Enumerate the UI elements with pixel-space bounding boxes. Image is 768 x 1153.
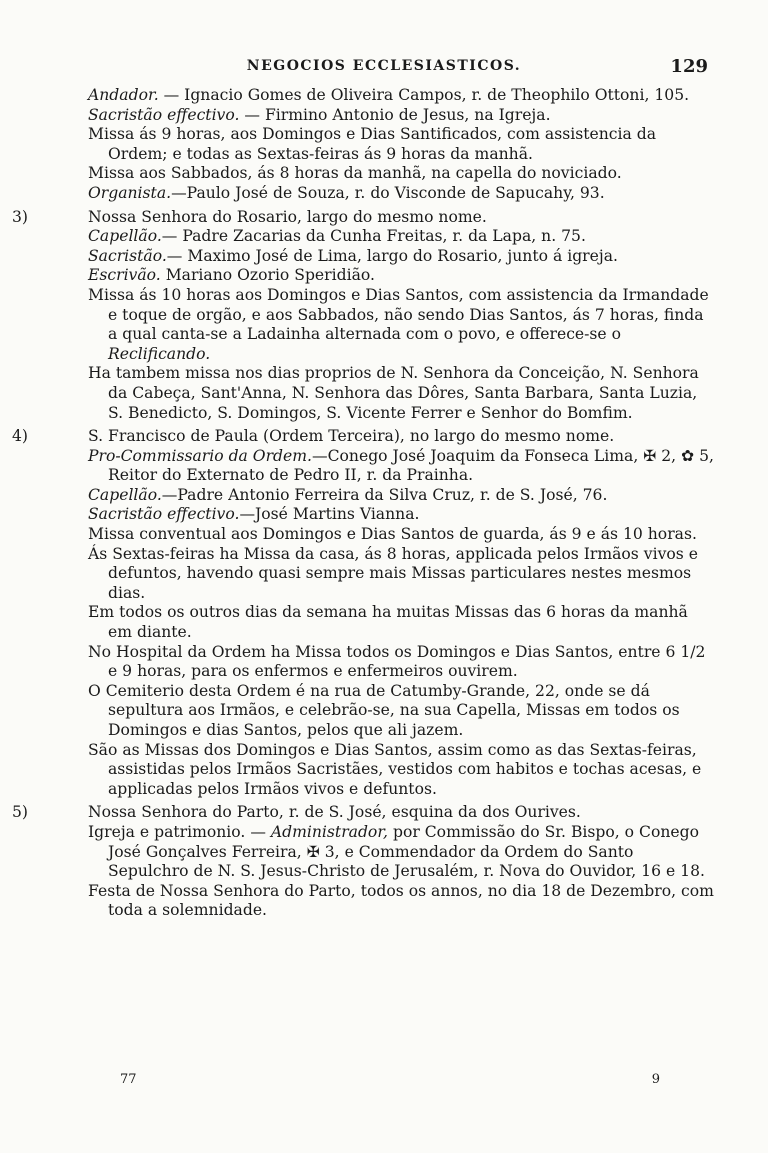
entry-title: Nossa Senhora do Parto, r. de S. José, esquina da dos Ourives. <box>88 803 581 822</box>
entry-number: 5) <box>12 803 29 822</box>
paragraph-missas-domingos: São as Missas dos Domingos e Dias Santos, assim como as das Sextas-feiras, assistidas pelos Irmãos Sacristães, vestidos com habitos e tochas acesas, e applicadas pelos Irmãos vivos e defuntos. <box>88 740 702 798</box>
paragraph-organista <box>52 184 716 204</box>
paragraph-cemiterio: O Cemiterio desta Ordem é na rua de Catumby-Grande, 22, onde se dá sepultura aos Irmãos, e celebrão-se, na sua Capella, Missas em todos os Domingos e dias Santos, pelos que ali jazem. <box>88 681 680 739</box>
paragraph-missa-9: Missa ás 9 horas, aos Domingos e Dias Santificados, com assistencia da Ordem; e todas as Sextas-feiras ás 9 horas da manhã. <box>88 125 656 163</box>
paragraph-text: por Commissão do Sr. Bispo, o Conego José Gonçalves Ferreira, ✠ 3, e Commendador da Ordem do Santo Sepulchro de N. S. Jesus-Christo de Jerusalém, r. Nova do Ouvidor, 16 e 18. <box>108 822 705 881</box>
paragraph-sacristao <box>52 505 716 525</box>
role-label: Administrador, <box>270 822 389 841</box>
italic-term: Reclificando. <box>108 344 211 363</box>
role-label: Sacristão. <box>88 246 167 265</box>
role-label: Sacristão effectivo. <box>88 105 240 124</box>
paragraph-pro-commissario <box>52 447 716 486</box>
paragraph-capellao <box>52 227 716 247</box>
paragraph-text: —José Martins Vianna. <box>239 505 420 524</box>
page-footer <box>120 1072 708 1092</box>
paragraph-hospital: No Hospital da Ordem ha Missa todos os Domingos e Dias Santos, entre 6 1/2 e 9 horas, para os enfermos e enfermeiros ouvirem. <box>88 642 706 681</box>
paragraph-text: —Conego José Joaquim da Fonseca Lima, ✠ 2, ✿ 5, Reitor do Externato de Pedro II, r. da Prainha. <box>108 446 714 485</box>
paragraph-andador <box>52 86 716 106</box>
signature-mark-right: 9 <box>651 1072 660 1087</box>
signature-mark-left: 77 <box>120 1072 137 1087</box>
page-number: 129 <box>670 56 708 77</box>
paragraph-text: — Firmino Antonio de Jesus, na Igreja. <box>239 105 551 124</box>
paragraph-sacristao <box>52 106 716 126</box>
paragraph-text: Igreja e patrimonio. — <box>88 822 271 841</box>
paragraph-text: — Maximo José de Lima, largo do Rosario, junto á igreja. <box>166 246 618 265</box>
paragraph-sacristao <box>52 247 716 267</box>
paragraph-outros-dias: Em todos os outros dias da semana ha muitas Missas das 6 horas da manhã em diante. <box>88 603 688 642</box>
paragraph-missa-10 <box>52 286 716 364</box>
paragraph-dias-proprios: Ha tambem missa nos dias proprios de N. Senhora da Conceição, N. Senhora da Cabeça, Sant'Anna, N. Senhora das Dôres, Santa Barbara, Santa Luzia, S. Benedicto, S. Domingos, S. Vicente Ferrer e Senhor do Bomfim. <box>88 364 699 422</box>
page-header <box>60 58 708 84</box>
paragraph-sextas-feiras: Ás Sextas-feiras ha Missa da casa, ás 8 horas, applicada pelos Irmãos vivos e defuntos, havendo quasi sempre mais Missas particulares nestes mesmos dias. <box>88 544 698 602</box>
role-label: Sacristão effectivo. <box>88 505 240 524</box>
role-label: Capellão. <box>88 485 162 504</box>
paragraph-text: Mariano Ozorio Speridião. <box>160 266 375 285</box>
paragraph-text: — Ignacio Gomes de Oliveira Campos, r. de Theophilo Ottoni, 105. <box>158 86 690 104</box>
entry-nossa-senhora-parto <box>12 803 716 823</box>
entry-title: Nossa Senhora do Rosario, largo do mesmo nome. <box>88 207 487 226</box>
role-label: Pro-Commissario da Ordem. <box>88 446 313 465</box>
role-label: Organista. <box>88 183 172 202</box>
paragraph-escrivao <box>52 266 716 286</box>
paragraph-missa-conventual: Missa conventual aos Domingos e Dias Santos de guarda, ás 9 e ás 10 horas. <box>88 525 697 544</box>
paragraph-igreja-patrimonio <box>52 823 716 882</box>
paragraph-text: —Padre Antonio Ferreira da Silva Cruz, r. de S. José, 76. <box>161 485 608 504</box>
entry-rosario <box>12 207 716 228</box>
running-title: NEGOCIOS ECCLESIASTICOS. <box>246 58 522 74</box>
paragraph-text: Missa ás 10 horas aos Domingos e Dias Santos, com assistencia da Irmandade e toque de orgão, e aos Sabbados, não sendo Dias Santos, ás 7 horas, finda a qual canta-se a Ladainha alternada com o povo, e offerece-se o <box>88 285 709 344</box>
paragraph-text: —Paulo José de Souza, r. do Visconde de Sapucahy, 93. <box>171 183 605 202</box>
paragraph-text: — Padre Zacarias da Cunha Freitas, r. da Lapa, n. 75. <box>161 227 586 246</box>
entry-title: S. Francisco de Paula (Ordem Terceira), no largo do mesmo nome. <box>88 427 615 446</box>
paragraph-festa: Festa de Nossa Senhora do Parto, todos os annos, no dia 18 de Dezembro, com toda a solemnidade. <box>88 881 714 920</box>
body-text <box>12 86 716 921</box>
paragraph-capellao <box>52 486 716 506</box>
entry-sao-francisco <box>12 427 716 447</box>
role-label: Capellão. <box>88 227 162 246</box>
role-label: Andador. <box>88 86 159 104</box>
entry-number: 3) <box>12 207 29 226</box>
role-label: Escrivão. <box>88 266 161 285</box>
paragraph-missa-sabbados: Missa aos Sabbados, ás 8 horas da manhã, na capella do noviciado. <box>88 164 622 183</box>
entry-number: 4) <box>12 427 29 446</box>
